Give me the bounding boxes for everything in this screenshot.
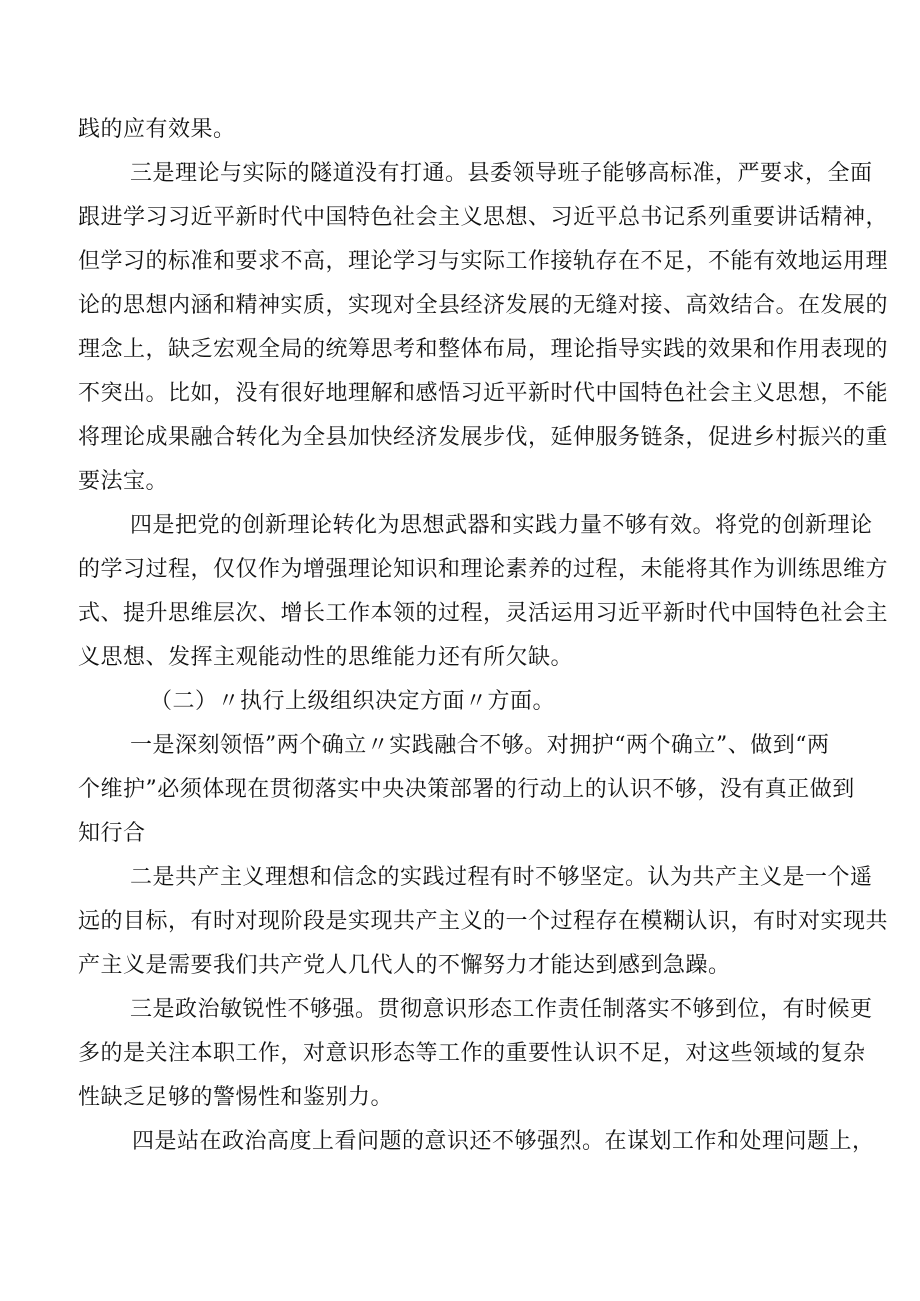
text-line: 性缺乏足够的警惕性和鉴别力。 [78, 1085, 394, 1110]
text-line: 不突出。比如，没有很好地理解和感悟习近平新时代中国特色社会主义思想，不能 [78, 381, 889, 406]
paragraph-start: 四是把党的创新理论转化为思想武器和实践力量不够有效。将党的创新理论 [130, 513, 873, 538]
section-heading: （二）〃执行上级组织决定方面〃方面。 [150, 689, 556, 714]
text-line: 产主义是需要我们共产党人几代人的不懈努力才能达到感到急躁。 [78, 953, 731, 978]
text-line: 要法宝。 [78, 469, 169, 494]
text-line: 多的是关注本职工作，对意识形态等工作的重要性认识不足，对这些领域的复杂 [78, 1041, 866, 1066]
text-line: 知行合 [78, 821, 146, 846]
paragraph-start: 三是理论与实际的隧道没有打通。县委领导班子能够高标准，严要求，全面 [130, 161, 873, 186]
text-line: 式、提升思维层次、增长工作本领的过程，灵活运用习近平新时代中国特色社会主 [78, 601, 889, 626]
text-line: 理念上，缺乏宏观全局的统筹思考和整体布局，理论指导实践的效果和作用表现的 [78, 337, 889, 362]
text-line: 个维护”必须体现在贯彻落实中央决策部署的行动上的认识不够，没有真正做到 [78, 777, 855, 802]
paragraph-start: 三是政治敏锐性不够强。贯彻意识形态工作责任制落实不够到位，有时候更 [130, 997, 873, 1022]
text-line: 将理论成果融合转化为全县加快经济发展步伐，延伸服务链条，促进乡村振兴的重 [78, 425, 889, 450]
paragraph-start: 一是深刻领悟”两个确立〃实践融合不够。对拥护“两个确立”、做到“两 [130, 733, 830, 758]
text-line: 但学习的标准和要求不高，理论学习与实际工作接轨存在不足，不能有效地运用理 [78, 249, 889, 274]
paragraph-start: 二是共产主义理想和信念的实践过程有时不够坚定。认为共产主义是一个遥 [130, 865, 873, 890]
text-line: 跟进学习习近平新时代中国特色社会主义思想、习近平总书记系列重要讲话精神， [78, 205, 889, 230]
text-line: 义思想、发挥主观能动性的思维能力还有所欠缺。 [78, 645, 574, 670]
text-line: 论的思想内涵和精神实质，实现对全县经济发展的无缝对接、高效结合。在发展的 [78, 293, 889, 318]
text-line: 践的应有效果。 [78, 117, 236, 142]
text-line: 远的目标，有时对现阶段是实现共产主义的一个过程存在模糊认识，有时对实现共 [78, 909, 889, 934]
paragraph-start: 四是站在政治高度上看问题的意识还不够强烈。在谋划工作和处理问题上， [132, 1129, 875, 1154]
text-line: 的学习过程，仅仅作为增强理论知识和理论素养的过程，未能将其作为训练思维方 [78, 557, 889, 582]
